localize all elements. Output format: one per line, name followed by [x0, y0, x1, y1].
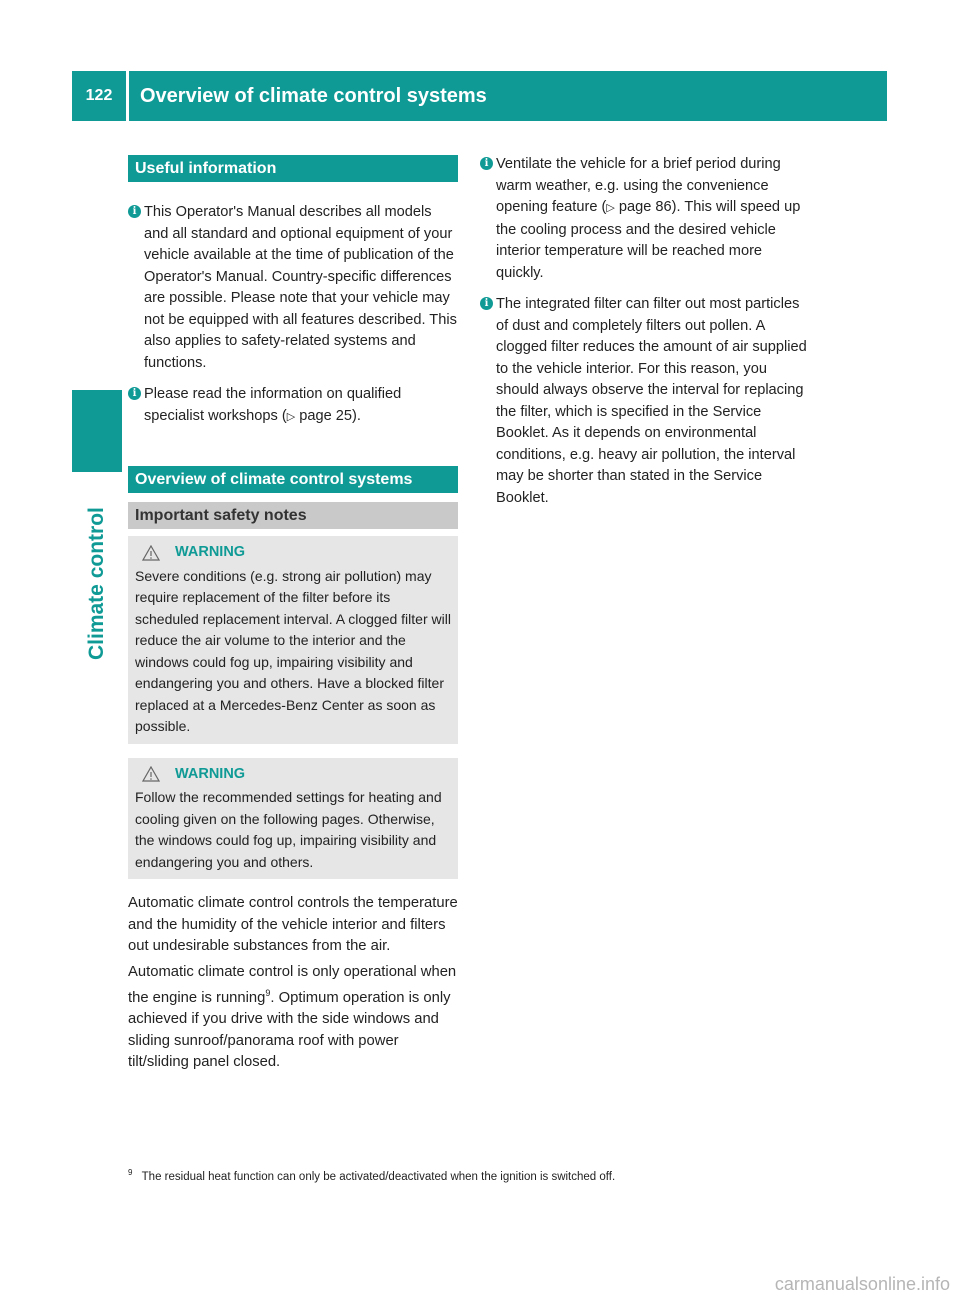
- page-ref-link[interactable]: page 25).: [295, 407, 361, 424]
- warning-triangle-icon: [142, 766, 160, 782]
- info-note-manual: [128, 202, 458, 374]
- info-icon: i: [480, 297, 493, 310]
- info-icon: i: [480, 157, 493, 170]
- info-note-workshops: [128, 384, 458, 428]
- side-tab-marker: [72, 390, 122, 472]
- footnote: [128, 1165, 828, 1185]
- page-number: 122: [72, 71, 129, 121]
- paragraph-text: Automatic climate control is only operational when the engine is running: [128, 963, 457, 1006]
- info-icon: i: [128, 205, 141, 218]
- info-note-ventilate: [480, 154, 812, 284]
- footnote-number: 9: [128, 1168, 133, 1177]
- watermark: carmanualsonline.info: [774, 1274, 950, 1294]
- info-text: Ventilate the vehicle for a brief period during warm weather, e.g. using the convenience opening feature (: [496, 156, 781, 215]
- info-text: The integrated filter can filter out most particles of dust and completely filters out pollen. A clogged filter reduces the amount of air supplied to the vehicle interior. For this reason, you should always observe the interval for replacing the filter, which is specified in the Service Booklet. As it depends on environmental conditions, e.g. heavy air pollution, the interval may be shorter than stated in the Service Booklet.: [496, 296, 807, 506]
- right-column: [480, 154, 812, 509]
- page-ref-link[interactable]: page 86). This will speed up the cooling process and the desired vehicle interior temperature will be reached more quickly.: [496, 199, 801, 281]
- body-paragraph-climate-control: Automatic climate control controls the temperature and the humidity of the vehicle interior and filters out undesirable substances from the air.: [128, 895, 458, 954]
- warning-text: Follow the recommended settings for heating and cooling given on the following pages. Otherwise, the windows could fog up, impairing visibility and endangering you and others.: [135, 789, 442, 870]
- warning-header: [142, 764, 451, 786]
- safety-notes-heading: Important safety notes: [128, 502, 458, 529]
- info-text: This Operator's Manual describes all models and all standard and optional equipment of your vehicle available at the time of publication of the Operator's Manual. Country-specific differences are possible. Please note that your vehicle may not be equipped with all features described. This also applies to safety-related systems and functions.: [144, 204, 457, 371]
- footnote-text: The residual heat function can only be activated/deactivated when the ignition is switched off.: [141, 1170, 616, 1183]
- paragraph-text: . Optimum operation is only achieved if you drive with the side windows and sliding sunroof/panorama roof with power tilt/sliding panel closed.: [128, 989, 451, 1071]
- info-note-filter: [480, 294, 812, 509]
- warning-box-filter: [128, 536, 458, 744]
- overview-heading: Overview of climate control systems: [128, 466, 458, 493]
- warning-header: [142, 542, 451, 564]
- warning-triangle-icon: [142, 545, 160, 561]
- page-ref-arrow-icon: ▷: [286, 410, 296, 423]
- warning-text: Severe conditions (e.g. strong air pollution) may require replacement of the filter before its scheduled replacement interval. A clogged filter will reduce the air volume to the interior and the windows could fog up, impairing visibility and endangering you and others. Have a blocked filter replaced at a Mercedes-Benz Center as soon as possible.: [135, 567, 451, 734]
- left-column: [128, 155, 458, 1074]
- info-icon: i: [128, 387, 141, 400]
- useful-info-heading: Useful information: [128, 155, 458, 182]
- page-ref-arrow-icon: ▷: [606, 202, 615, 214]
- page-header: [72, 71, 887, 121]
- info-text: Please read the information on qualified specialist workshops (: [144, 386, 402, 424]
- warning-box-settings: [128, 758, 458, 880]
- chapter-title: Overview of climate control systems: [140, 85, 487, 107]
- side-chapter-label: Climate control: [85, 507, 108, 660]
- footnote-ref: 9: [265, 988, 271, 998]
- body-paragraph-operation: [128, 962, 458, 1074]
- warning-label: WARNING: [175, 765, 246, 782]
- warning-label: WARNING: [175, 544, 246, 560]
